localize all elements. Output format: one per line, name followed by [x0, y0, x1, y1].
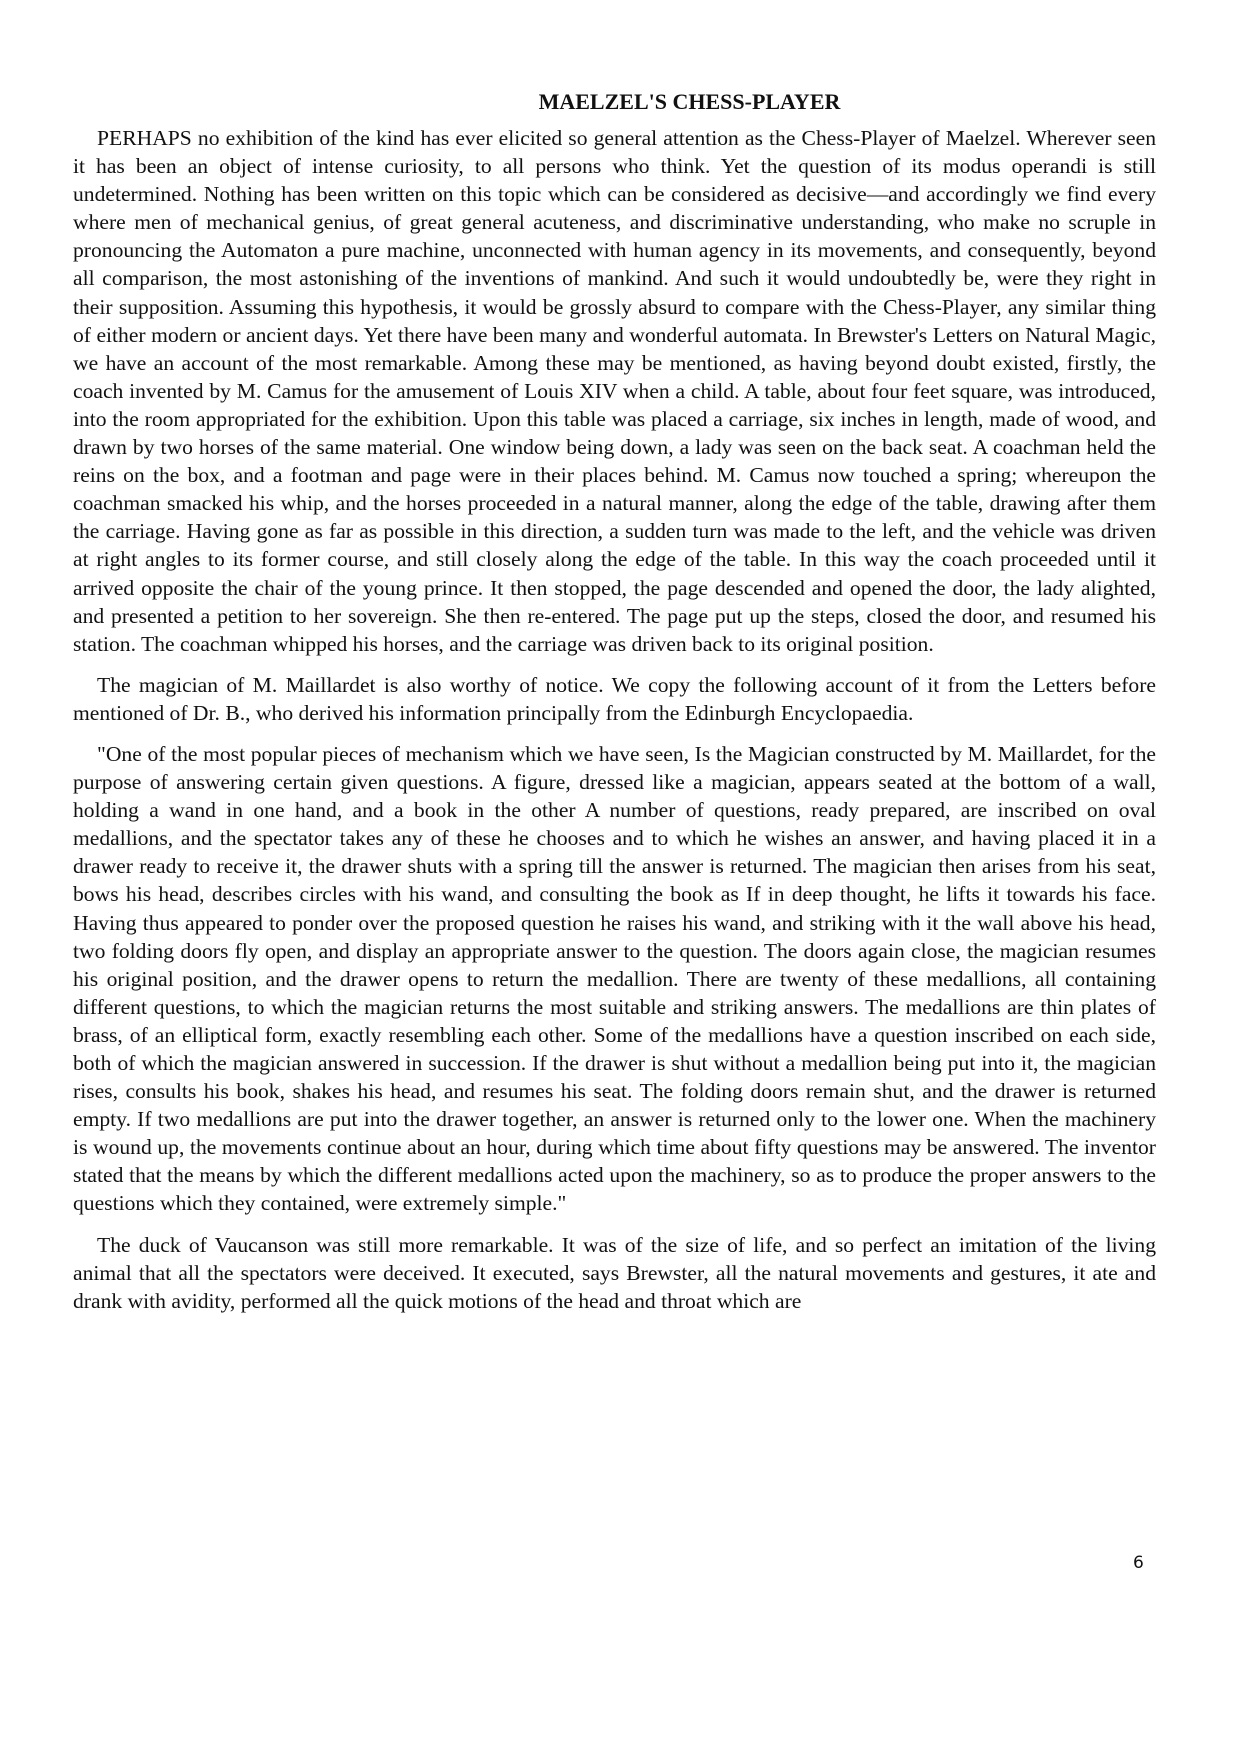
paragraph-chess-player-intro: PERHAPS no exhibition of the kind has ever elicited so general attention as the Chess-Player of Maelzel. Wherever seen it has been an object of intense curiosity, to all persons who think. Yet the question of its modus operandi is still undetermined. Nothing has been written on this topic which can be considered as decisive—and accordingly we find every where men of mechanical genius, of great general acuteness, and discriminative understanding, who make no scruple in pronouncing the Automaton a pure machine, unconnected with human agency in its movements, and consequently, beyond all comparison, the most astonishing of the inventions of mankind. And such it would undoubtedly be, were they right in their supposition. Assuming this hypothesis, it would be grossly absurd to compare with the Chess-Player, any similar thing of either modern or ancient days. Yet there have been many and wonderful automata. In Brewster's Letters on Natural Magic, we have an account of the most remarkable. Among these may be mentioned, as having beyond doubt existed, firstly, the coach invented by M. Camus for the amusement of Louis XIV when a child. A table, about four feet square, was introduced, into the room appropriated for the exhibition. Upon this table was placed a carriage, six inches in length, made of wood, and drawn by two horses of the same material. One window being down, a lady was seen on the back seat. A coachman held the reins on the box, and a footman and page were in their places behind. M. Camus now touched a spring; whereupon the coachman smacked his whip, and the horses proceeded in a natural manner, along the edge of the table, drawing after them the carriage. Having gone as far as possible in this direction, a sudden turn was made to the left, and the vehicle was driven at right angles to its former course, and still closely along the edge of the table. In this way the coach proceeded until it arrived opposite the chair of the young prince. It then stopped, the page descended and opened the door, the lady alighted, and presented a petition to her sovereign. She then re-entered. The page put up the steps, closed the door, and resumed his station. The coachman whipped his horses, and the carriage was driven back to its original position.: [73, 126, 1156, 656]
chapter-title: MAELZEL'S CHESS-PLAYER: [538, 89, 841, 114]
paragraph-magician-quote: "One of the most popular pieces of mechanism which we have seen, Is the Magician constructed by M. Maillardet, for the purpose of answering certain given questions. A figure, dressed like a magician, appears seated at the bottom of a wall, holding a wand in one hand, and a book in the other A number of questions, ready prepared, are inscribed on oval medallions, and the spectator takes any of these he chooses and to which he wishes an answer, and having placed it in a drawer ready to receive it, the drawer shuts with a spring till the answer is returned. The magician then arises from his seat, bows his head, describes circles with his wand, and consulting the book as If in deep thought, he lifts it towards his face. Having thus appeared to ponder over the proposed question he raises his wand, and striking with it the wall above his head, two folding doors fly open, and display an appropriate answer to the question. The doors again close, the magician resumes his original position, and the drawer opens to return the medallion. There are twenty of these medallions, all containing different questions, to which the magician returns the most suitable and striking answers. The medallions are thin plates of brass, of an elliptical form, exactly resembling each other. Some of the medallions have a question inscribed on each side, both of which the magician answered in succession. If the drawer is shut without a medallion being put into it, the magician rises, consults his book, shakes his head, and resumes his seat. The folding doors remain shut, and the drawer is returned empty. If two medallions are put into the drawer together, an answer is returned only to the lower one. When the machinery is wound up, the movements continue about an hour, during which time about fifty questions may be answered. The inventor stated that the means by which the different medallions acted upon the machinery, so as to produce the proper answers to the questions which they contained, were extremely simple.": [73, 741, 1156, 1216]
document-page: [73, 88, 1156, 1328]
paragraph-vaucanson-duck: The duck of Vaucanson was still more remarkable. It was of the size of life, and so perfect an imitation of the living animal that all the spectators were deceived. It executed, says Brewster, all the natural movements and gestures, it ate and drank with avidity, performed all the quick motions of the head and throat which are: [73, 1232, 1156, 1313]
paragraph-maillardet-magician: The magician of M. Maillardet is also worthy of notice. We copy the following account of it from the Letters before mentioned of Dr. B., who derived his information principally from the Edinburgh Encyclopaedia.: [73, 672, 1156, 725]
page-number: 6: [1133, 1553, 1144, 1573]
